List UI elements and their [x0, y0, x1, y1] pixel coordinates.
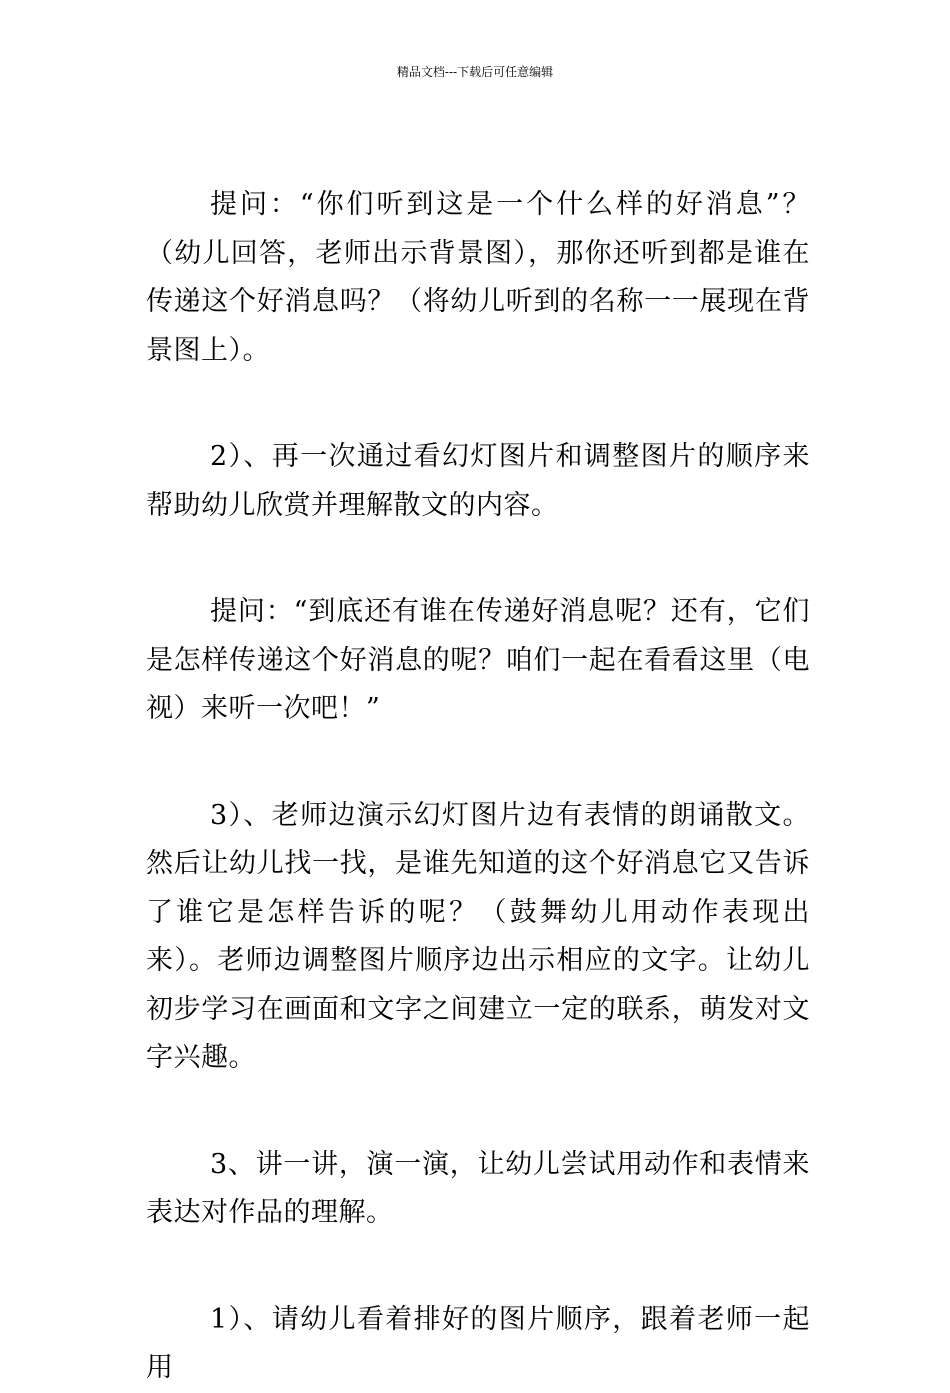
paragraph-gap	[146, 375, 810, 433]
paragraph-question-who: 提问：“到底还有谁在传递好消息呢？还有，它们是怎样传递这个好消息的呢？咱们一起在看看这里（电视）来听一次吧！”	[146, 596, 810, 724]
paragraph-question-good-news: 提问：“你们听到这是一个什么样的好消息”？（幼儿回答，老师出示背景图），那你还听到都是谁在传递这个好消息吗？（将幼儿听到的名称一一展现在背景图上）。	[146, 189, 810, 366]
paragraph-step-1: 1）、请幼儿看着排好的图片顺序，跟着老师一起用	[146, 1303, 810, 1383]
paragraph-section-3: 3、讲一讲，演一演，让幼儿尝试用动作和表情来表达对作品的理解。	[146, 1148, 810, 1228]
paragraph-gap	[146, 1238, 810, 1296]
paragraph-gap	[146, 734, 810, 792]
paragraph-step-3: 3）、老师边演示幻灯图片边有表情的朗诵散文。然后让幼儿找一找，是谁先知道的这个好消息它又告诉了谁它是怎样告诉的呢？（鼓舞幼儿用动作表现出来）。老师边调整图片顺序边出示相应的文字。让幼儿初步学习在画面和文字之间建立一定的联系，萌发对文字兴趣。	[146, 799, 810, 1073]
paragraph-step-2: 2）、再一次通过看幻灯图片和调整图片的顺序来帮助幼儿欣赏并理解散文的内容。	[146, 441, 810, 521]
paragraph-gap	[146, 1083, 810, 1141]
document-body	[146, 181, 810, 1393]
paragraph-gap	[146, 530, 810, 588]
page-header: 精品文档---下载后可任意编辑	[396, 65, 554, 79]
